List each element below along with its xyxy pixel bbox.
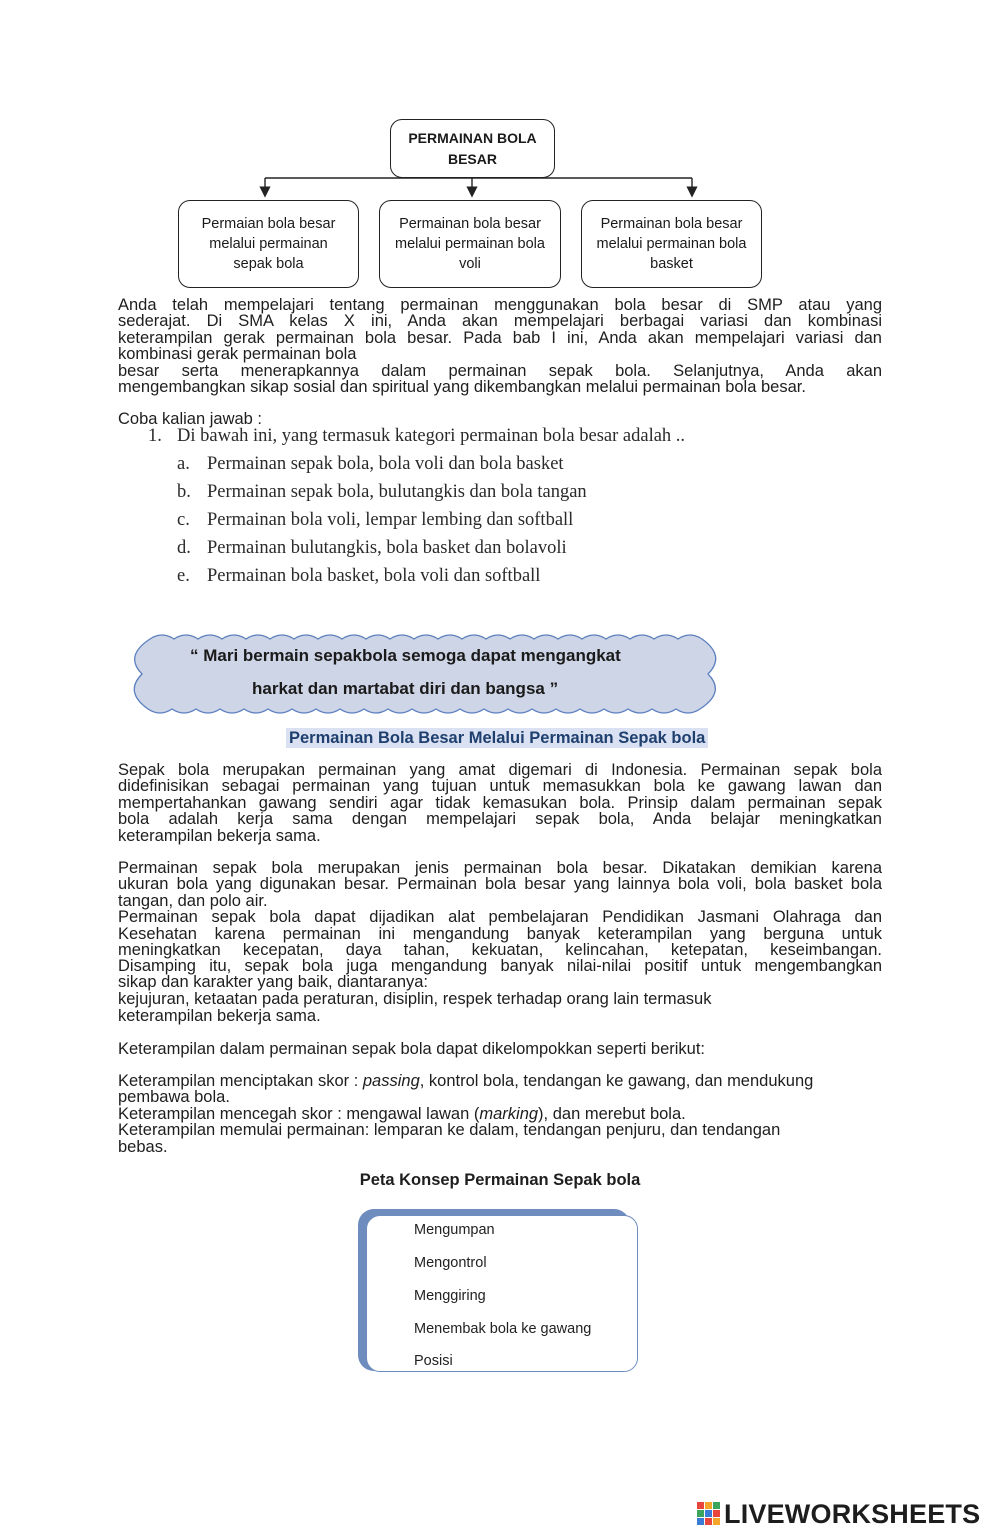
map2-item: Posisi xyxy=(414,1353,453,1369)
body-line: kejujuran, ketaatan pada peraturan, disiplin, respek terhadap orang lain termasuk xyxy=(118,990,712,1008)
map2-item: Mengumpan xyxy=(414,1222,495,1238)
map2-item: Menembak bola ke gawang xyxy=(414,1321,592,1337)
intro-line: mengembangkan sikap sosial dan spiritual yang dikembangkan melalui permainan bola besar. xyxy=(118,378,806,396)
option-letter: c. xyxy=(177,510,190,530)
question-text: Di bawah ini, yang termasuk kategori permainan bola besar adalah .. xyxy=(177,426,686,446)
body-line: bola adalah kerja sama dengan mempelajari sepak bola, Anda belajar meningkatkan xyxy=(118,810,882,828)
body-line: Permainan sepak bola merupakan jenis permainan bola besar. Dikatakan demikian karena xyxy=(118,859,882,877)
quote-line-2: harkat dan martabat diri dan bangsa ” xyxy=(252,679,559,698)
skill-start-game: Keterampilan memulai permainan: lemparan ke dalam, tendangan penjuru, dan tendangan xyxy=(118,1121,781,1139)
intro-line: besar serta menerapkannya dalam permainan sepak bola. Selanjutnya, Anda akan xyxy=(118,362,882,380)
option-letter: d. xyxy=(177,538,191,558)
skill-create-score-cont: pembawa bola. xyxy=(118,1088,230,1106)
skill-text: Keterampilan menciptakan skor : xyxy=(118,1072,363,1090)
map2-panel xyxy=(366,1215,638,1372)
body-line: meningkatkan kecepatan, daya tahan, kekuatan, kelincahan, ketepatan, keseimbangan. xyxy=(118,941,882,959)
intro-line: kombinasi gerak permainan bola xyxy=(118,345,357,363)
brand-name: LIVEWORKSHEETS xyxy=(724,1499,981,1529)
map2-item: Mengontrol xyxy=(414,1255,487,1271)
quote-line-1: “ Mari bermain sepakbola semoga dapat mengangkat xyxy=(190,646,621,665)
wavy-banner-shape xyxy=(125,628,725,720)
intro-line: sederajat. Di SMA kelas X ini, Anda akan mempelajari berbagai variasi dan kombinasi xyxy=(118,312,882,330)
body-line: Permainan sepak bola dapat dijadikan alat pembelajaran Pendidikan Jasmani Olahraga dan xyxy=(118,908,882,926)
section-heading-highlight xyxy=(286,728,708,748)
option-letter: a. xyxy=(177,454,190,474)
liveworksheets-logo-icon xyxy=(697,1502,723,1528)
body-line: keterampilan bekerja sama. xyxy=(118,1007,321,1025)
skill-start-game-cont: bebas. xyxy=(118,1138,168,1156)
skill-italic-term: marking xyxy=(479,1105,539,1123)
skill-text: , kontrol bola, tendangan ke gawang, dan mendukung xyxy=(419,1072,814,1090)
body-line: Sepak bola merupakan permainan yang amat digemari di Indonesia. Permainan sepak bola xyxy=(118,761,882,779)
option-c[interactable]: Permainan bola voli, lempar lembing dan softball xyxy=(207,510,574,530)
quiz-prompt: Coba kalian jawab : xyxy=(118,410,263,428)
option-b[interactable]: Permainan sepak bola, bulutangkis dan bola tangan xyxy=(207,482,587,502)
option-e[interactable]: Permainan bola basket, bola voli dan softball xyxy=(207,566,541,586)
option-a[interactable]: Permainan sepak bola, bola voli dan bola basket xyxy=(207,454,564,474)
body-line: Kesehatan karena permainan ini mengandung banyak keterampilan yang berguna untuk xyxy=(118,925,882,943)
section-heading: Permainan Bola Besar Melalui Permainan Sepak bola xyxy=(289,729,706,747)
skills-intro: Keterampilan dalam permainan sepak bola dapat dikelompokkan seperti berikut: xyxy=(118,1040,706,1058)
intro-line: Anda telah mempelajari tentang permainan menggunakan bola besar di SMP atau yang xyxy=(118,296,882,314)
map2-title: Peta Konsep Permainan Sepak bola xyxy=(359,1171,641,1189)
body-line: sikap dan karakter yang baik, diantaranya: xyxy=(118,973,429,991)
skill-text: ), dan merebut bola. xyxy=(538,1105,686,1123)
map2-item: Menggiring xyxy=(414,1288,486,1304)
body-line: didefinisikan sebagai permainan yang tujuan untuk memasukkan bola ke gawang lawan dan xyxy=(118,777,882,795)
intro-line: keterampilan gerak permainan bola besar. Pada bab I ini, Anda akan mempelajari variasi dan xyxy=(118,329,882,347)
option-letter: e. xyxy=(177,566,190,586)
option-d[interactable]: Permainan bulutangkis, bola basket dan bolavoli xyxy=(207,538,567,558)
body-line: keterampilan bekerja sama. xyxy=(118,827,321,845)
body-line: Disamping itu, sepak bola juga mengandung banyak nilai-nilai positif untuk mengembangkan xyxy=(118,957,882,975)
body-line: tangan, dan polo air. xyxy=(118,892,268,910)
concept-map-child-bola-voli: Permainan bola besar melalui permainan bola voli xyxy=(379,200,561,288)
concept-map-child-sepak-bola: Permaian bola besar melalui permainan sepak bola xyxy=(178,200,359,288)
skill-text: Keterampilan mencegah skor : mengawal lawan ( xyxy=(118,1105,480,1123)
question-number: 1. xyxy=(148,426,162,446)
body-line: ukuran bola yang digunakan besar. Permainan bola besar yang lainnya bola voli, bola basket bola xyxy=(118,875,882,893)
concept-map-child-bola-basket: Permainan bola besar melalui permainan bola basket xyxy=(581,200,762,288)
body-line: mempertahankan gawang sendiri agar tidak kemasukan bola. Prinsip dalam permainan sepak xyxy=(118,794,882,812)
concept-map-root: PERMAINAN BOLA BESAR xyxy=(390,119,555,178)
option-letter: b. xyxy=(177,482,191,502)
skill-italic-term: passing xyxy=(362,1072,420,1090)
